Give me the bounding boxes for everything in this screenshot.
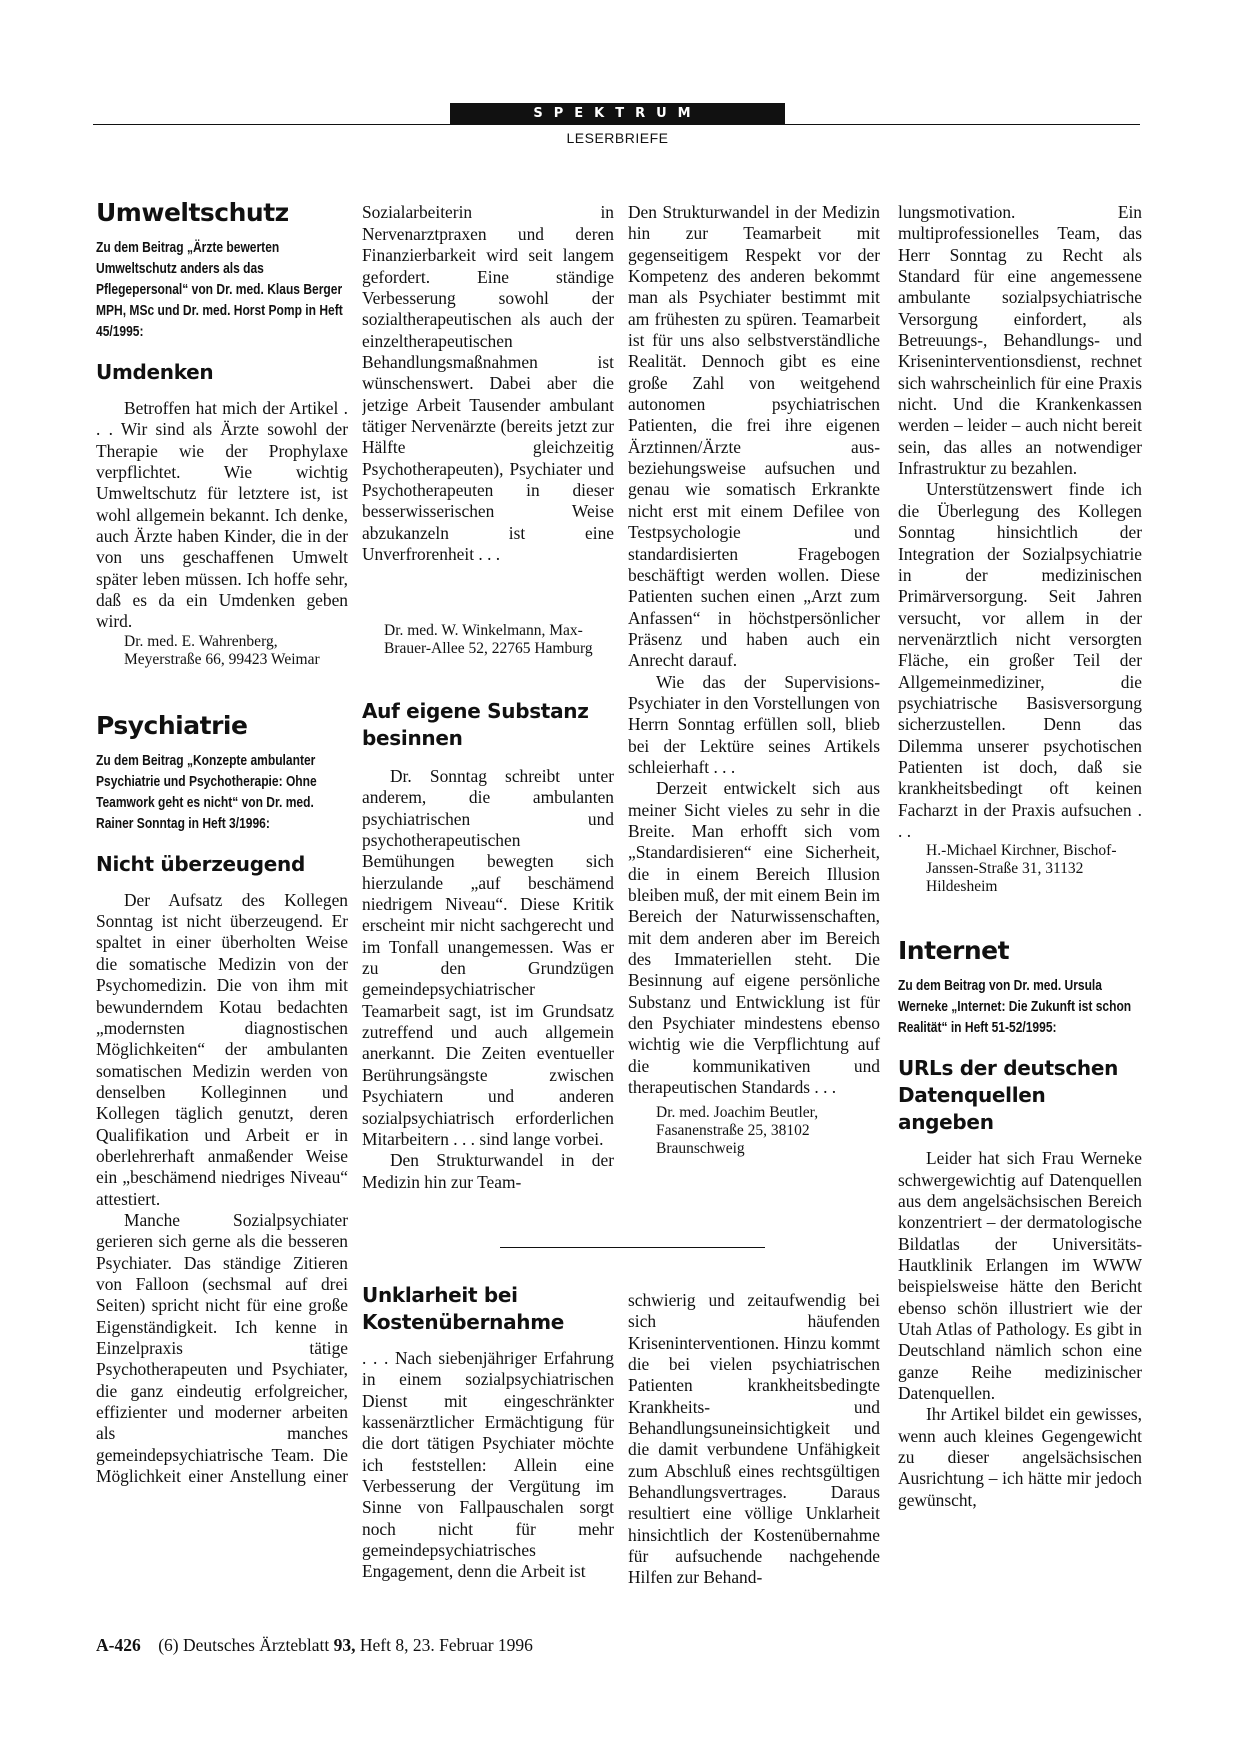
topic-psychiatrie: Psychiatrie — [96, 710, 248, 740]
topic-internet: Internet — [898, 936, 1010, 966]
column-2 — [362, 202, 614, 607]
headline-nicht-ueberzeugend: Nicht überzeugend — [96, 851, 305, 876]
psychiatrie-continuation — [362, 202, 614, 607]
letter-umdenken-body: Betroffen hat mich der Artikel . . . Wir sind als Ärzte sowohl der Therapie wie der Prophylaxe verpflichtet. Wie wichtig Umweltschutz für letztere ist, ist wohl allgemein bekannt. Ich denke, auch Ärzte haben Kinder, die in der von uns geschaffenen Umwelt später leben müssen. Ich hoffe sehr, daß es da ein Umdenken geben wird. — [96, 398, 348, 632]
kosten-block — [362, 1282, 614, 1583]
issue-info: Heft 8, 23. Februar 1996 — [359, 1635, 533, 1655]
headline-substanz: Auf eigene Substanz besinnen — [362, 699, 589, 750]
headline-kostenuebernahme: Unklarheit bei Kostenübernahme — [362, 1283, 565, 1334]
letter-kosten-para-2: Unterstützenswert finde ich die Überlegung des Kollegen Sonntag hinsichtlich der Integration der Sozialpsychiatrie in der medizinischen Primärversorgung. Seit Jahren versucht, vor allem in der nervenärztlich nicht versorgten Fläche, ein großer Teil der Allgemeinmediziner, die psychiatrische Basisversorgung sicherzustellen. Denn das Dilemma unserer psychotischen Patienten ist doch, daß sie krankheitsbedingt oft keinen Facharzt in der Praxis aufsuchen . . . — [898, 479, 1142, 841]
letter-urls-body-1: Leider hat sich Frau Werneke schwergewichtig auf Datenquellen aus dem angelsächsischen Bereich konzentriert – der dermatologische Bildatlas der Universitäts-Hautklinik Erlangen im WWW beispielsweise hätte den Bericht ebenso schön illustriert wie der Utah Atlas of Pathology. Es gibt in Deutschland nämlich schon eine ganze Reihe medizinischer Datenquellen. — [898, 1148, 1142, 1404]
letter-nicht-ueberzeugend-body-2: Manche Sozialpsychiater gerieren sich gerne als die besseren Psychiater. Das ständige Zitieren von Falloon (sechsmal auf drei Seiten) spricht nicht für eine große Eigenständigkeit. Ich kenne in Einzelpraxis tätige Psychotherapeuten und Psychiater, die ganz eindeutig erfolgreicher, effizienter und moderner arbeiten als manches gemeindepsychiatrische Team. Die Möglichkeit einer Anstellung einer — [96, 1209, 348, 1487]
headline-umdenken: Umdenken — [96, 360, 214, 384]
intro-internet: Zu dem Beitrag von Dr. med. Ursula Werneke „Internet: Die Zukunft ist schon Realität“ in Heft 51-52/1995: — [898, 978, 1132, 1037]
letter-substanz-body-2-start: Den Strukturwandel in der Medizin hin zur Team- — [362, 1150, 614, 1192]
psychiatrie-continuation-text — [362, 202, 614, 565]
journal-name: (6) Deutsches Ärzteblatt — [158, 1635, 330, 1655]
letter-nicht-ueberzeugend-body-2-cont: Sozialarbeiterin in Nervenarztpraxen und deren Finanzierbarkeit wird seit langem gefordert. Eine ständige Verbesserung sowohl der sozialtherapeutischen als auch der einzeltherapeutischen Behandlungsmaßnahmen ist wünschenswert. Dabei aber die jetzige Arbeit Tausender ambulant tätiger Nervenärzte (bereits jetzt zur Hälfte gleichzeitig Psychotherapeuten), Psychiater und Psychotherapeuten in dieser besserwisserischen Weise abzukanzeln ist eine Unverfrorenheit . . . — [362, 202, 614, 564]
letter-substanz-body-4: Derzeit entwickelt sich aus meiner Sicht vieles zu sehr in die Breite. Man erhofft sich vom „Standardisieren“ eine Sicherheit, die in einem Bereich Illusion bleiben muß, der mit einem Bein im Bereich der Naturwissenschaften, mit dem anderen aber im Bereich des Immateriellen steht. Die Besinnung auf eigene persönliche Substanz und Entwicklung ist für den Psychiater mindestens ebenso wichtig wie die Verpflichtung auf die kommunikativen und therapeutischen Standards . . . — [628, 778, 880, 1098]
intro-psychiatrie: Zu dem Beitrag „Konzepte ambulanter Psychiatrie und Psychotherapie: Ohne Teamwork geht es nicht“ von Dr. med. Rainer Sonntag in Heft 3/1996: — [96, 752, 317, 832]
section-divider — [500, 1247, 765, 1248]
page-footer — [96, 1635, 533, 1656]
signature-winkelmann: Dr. med. W. Winkelmann, Max-Brauer-Allee 52, 22765 Hamburg — [384, 622, 593, 657]
page-number: A-426 — [96, 1635, 141, 1655]
signature-beutler: Dr. med. Joachim Beutler, Fasanenstraße 25, 38102 Braunschweig — [656, 1104, 819, 1158]
intro-umweltschutz: Zu dem Beitrag „Ärzte bewerten Umweltschutz anders als das Pflegepersonal“ von Dr. med. Klaus Berger MPH, MSc und Dr. med. Horst Pomp in Heft 45/1995: — [96, 240, 343, 340]
headline-urls: URLs der deutschen Datenquellen angeben — [898, 1056, 1119, 1135]
letter-kosten-body-2: schwierig und zeitaufwendig bei sich häufenden Kriseninterventionen. Hinzu kommt die bei vielen psychiatrischen Patienten krankheitsbedingte Krankheits- und Behandlungsuneinsichtigkeit und die damit verbundene Unfähigkeit zum Abschluß eines rechtsgültigen Behandlungsvertrages. Daraus resultiert eine völlige Unklarheit hinsichtlich der Kostenübernahme für aufsuchende nachgehende Hilfen zur Behand- — [628, 1290, 880, 1588]
letter-nicht-ueberzeugend-body-1: Der Aufsatz des Kollegen Sonntag ist nicht überzeugend. Er spaltet in einer überholten Weise die somatische Medizin von der Psychomedizin. Die von ihm mit bewunderndem Kotau bedachten „modernsten diagnostischen Möglichkeiten“ der ambulanten somatischen Medizin werden von denselben Kolleginnen und Kollegen täglich genutzt, deren Qualifikation und Arbeit er in oberlehrerhaft anmaßender Weise ein „beschämend niedriges Niveau“ attestiert. — [96, 889, 348, 1209]
letter-kosten-body-1: . . . Nach siebenjähriger Erfahrung in einem sozialpsychiatrischen Dienst mit eingeschränkter kassenärztlicher Ermächtigung für die dort tätigen Psychiater möchte ich feststellen: Allein eine Verbesserung der Vergütung im Sinne von Fallpauschalen sorgt noch nicht für mehr gemeindepsychiatrisches Engagement, denn die Arbeit ist — [362, 1348, 614, 1582]
column-4 — [898, 202, 1142, 1511]
subsection-label: LESERBRIEFE — [566, 130, 669, 146]
kosten-block-col3 — [628, 1290, 880, 1589]
substanz-block — [362, 622, 614, 1193]
header-rule — [93, 124, 1140, 125]
signature-kirchner: H.-Michael Kirchner, Bischof-Janssen-Straße 31, 31132 Hildesheim — [926, 842, 1117, 896]
signature-wahrenberg: Dr. med. E. Wahrenberg, Meyerstraße 66, 99423 Weimar — [124, 632, 320, 668]
letter-substanz-body-1: Dr. Sonntag schreibt unter anderem, die ambulanten psychiatrischen und psychotherapeutischen Bemühungen bewegten sich hierzulande „auf beschämend niedrigem Niveau“. Diese Kritik erscheint mir nicht sachgerecht und im Tonfall unangemessen. Was er zu den Grundzügen gemeindepsychiatrischer Teamarbeit sagt, ist im Grundsatz zutreffend und auch allgemein anerkannt. Die Zeiten eventueller Berührungsängste zwischen Psychiatern und anderen sozialpsychiatrisch erforderlichen Mitarbeitern . . . sind lange vorbei. — [362, 766, 614, 1149]
topic-umweltschutz: Umweltschutz — [96, 198, 289, 227]
letter-urls-body-2: Ihr Artikel bildet ein gewisses, wenn auch kleines Gegengewicht zu dieser angelsächsischen Ausrichtung – ich hätte mir jedoch gewünscht, — [898, 1404, 1142, 1510]
volume-number: 93, — [333, 1635, 356, 1655]
letter-substanz-body-3: Wie das der Supervisions-Psychiater in den Vorstellungen von Herrn Sonntag erfüllen soll, blieb bei der Lektüre seines Artikels schleierhaft . . . — [628, 671, 880, 777]
section-header: SPEKTRUM — [450, 103, 785, 124]
letter-substanz-body-2: Den Strukturwandel in der Medizin hin zur Teamarbeit mit gegenseitigem Respekt vor der Kompetenz des anderen bekommt man als Psychiater bestimmt mit am frühesten zu spüren. Teamarbeit ist für uns also selbstverständliche Realität. Dennoch gibt es eine große Zahl von weitgehend autonomen psychiatrischen Patienten, die frei ihre eigenen Ärztinnen/Ärzte aus- beziehungsweise aufsuchen und genau wie somatisch Erkrankte nicht erst mit einem Defilee von Testpsychologie und standardisierten Fragebogen beschäftigt werden wollen. Diese Patienten suchen einen „Arzt zum Anfassen“ in höchstpersönlicher Präsenz und haben auch ein Anrecht darauf. — [628, 202, 880, 671]
letter-kosten-continuation: lungsmotivation. Ein multiprofessionelles Team, das Herr Sonntag zu Recht als Standard für eine angemessene ambulante sozialpsychiatrische Versorgung einfordert, als Betreuungs-, Behandlungs- und Kriseninterventionsdienst, rechnet sich wahrscheinlich für eine Praxis nicht. Und die Krankenkassen werden – leider – auch nicht bereit sein, das alles an notwendiger Infrastruktur zu bezahlen. — [898, 202, 1142, 479]
column-3 — [628, 202, 880, 1158]
column-1 — [96, 198, 348, 1487]
